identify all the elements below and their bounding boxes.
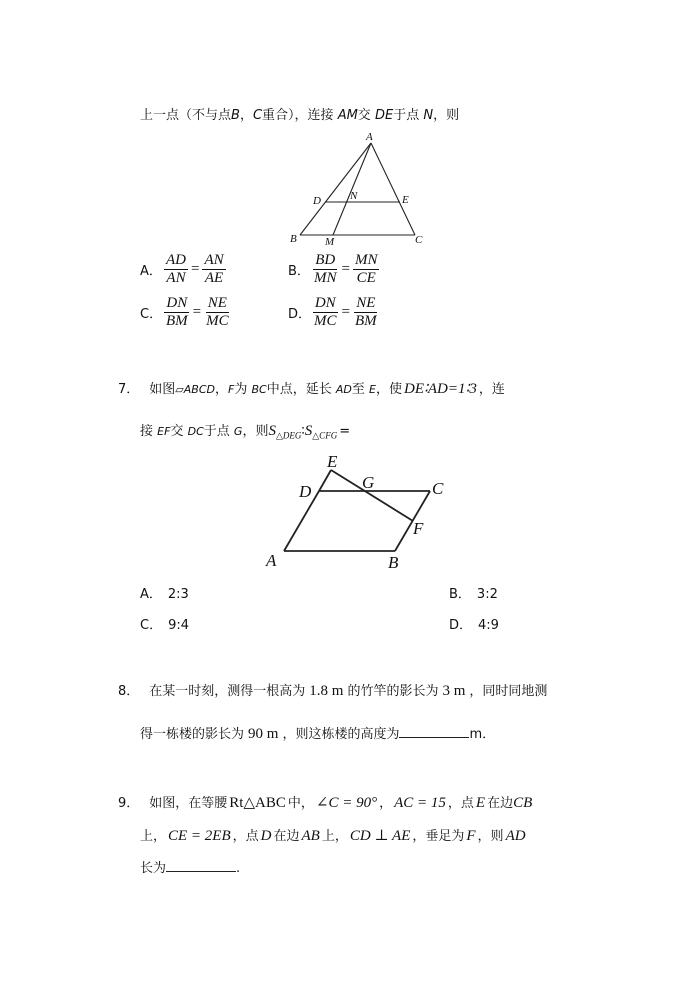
numerator: NE bbox=[356, 295, 376, 311]
q7-stem-line-1 bbox=[118, 378, 505, 398]
perpendicular-expression: CD ⊥ AE bbox=[349, 828, 411, 844]
fraction bbox=[164, 252, 188, 287]
label-n: N bbox=[350, 190, 358, 202]
label-e: E bbox=[327, 452, 338, 471]
q8-text: ，则这栋楼的高度为 bbox=[282, 727, 400, 742]
segment-label: CB bbox=[513, 795, 533, 811]
q9-text: 长为 bbox=[140, 861, 167, 876]
numerator: MN bbox=[354, 252, 378, 268]
segment-de bbox=[319, 470, 331, 491]
length-expression: CE = 2EB bbox=[168, 828, 231, 844]
denominator: AE bbox=[204, 270, 224, 286]
denominator: MN bbox=[314, 270, 337, 286]
measurement: 1.8 m bbox=[309, 683, 344, 699]
side-ab bbox=[300, 143, 371, 235]
fraction bbox=[202, 252, 225, 287]
numerator: DN bbox=[314, 295, 336, 311]
q7-text: ，则 bbox=[242, 424, 269, 439]
point-label: D bbox=[260, 828, 272, 844]
option-label: C． bbox=[140, 618, 163, 633]
q6-option-a[interactable] bbox=[140, 252, 226, 287]
point-label: G bbox=[233, 425, 243, 438]
q9-text: 上， bbox=[140, 829, 167, 844]
q6-stem-line bbox=[140, 104, 459, 123]
segment-label: DE bbox=[374, 108, 394, 123]
option-text: 3:2 bbox=[476, 587, 498, 602]
segment-label: DC bbox=[187, 425, 204, 438]
q9-text: 在边 bbox=[273, 829, 300, 844]
q9-text: 上， bbox=[321, 829, 348, 844]
answer-blank[interactable] bbox=[399, 725, 469, 738]
measurement: 90 m bbox=[248, 726, 279, 742]
measurement: 3 m bbox=[442, 683, 466, 699]
denominator: MC bbox=[206, 313, 229, 329]
segment-am bbox=[333, 143, 371, 235]
q6-text: 于点 bbox=[393, 108, 420, 123]
q7-text: 如图 bbox=[149, 382, 176, 397]
q6-option-c[interactable] bbox=[140, 295, 231, 330]
q7-text: 于点 bbox=[203, 424, 230, 439]
question-number: 7． bbox=[118, 382, 140, 397]
q6-text: 交 bbox=[357, 108, 371, 123]
q6-option-b[interactable] bbox=[288, 252, 379, 287]
point-label: C bbox=[252, 108, 263, 123]
fraction bbox=[353, 295, 379, 330]
label-b: B bbox=[290, 233, 297, 245]
q9-stem-line-2 bbox=[140, 825, 526, 845]
q9-text: ，点 bbox=[447, 796, 474, 811]
fraction bbox=[312, 295, 339, 330]
label-b: B bbox=[388, 553, 399, 572]
point-label: F bbox=[466, 828, 476, 844]
q9-stem-line-3 bbox=[140, 857, 240, 876]
q9-text: ，则 bbox=[477, 829, 504, 844]
label-d: D bbox=[299, 482, 312, 501]
q9-text: 如图，在等腰 bbox=[149, 796, 228, 811]
q9-text: . bbox=[236, 861, 241, 876]
q7-text: 接 bbox=[140, 424, 154, 439]
q7-option-c[interactable] bbox=[140, 614, 189, 633]
question-number: 8． bbox=[118, 684, 140, 699]
equals-sign: = bbox=[339, 424, 351, 439]
unit-text: m． bbox=[469, 727, 496, 742]
label-c: C bbox=[432, 479, 444, 498]
q6-text: 重合），连接 bbox=[262, 108, 334, 123]
option-label: B． bbox=[288, 264, 310, 279]
q6-option-d[interactable] bbox=[288, 295, 379, 330]
segment-label: BC bbox=[251, 383, 267, 396]
q7-option-d[interactable] bbox=[449, 614, 499, 633]
point-label: F bbox=[228, 383, 235, 396]
label-c: C bbox=[415, 234, 423, 246]
q8-stem-line-2 bbox=[140, 723, 495, 743]
point-label: E bbox=[475, 795, 486, 811]
segment-label: EF bbox=[157, 425, 171, 438]
q9-text: 在边 bbox=[487, 796, 514, 811]
q7-parallelogram-figure bbox=[262, 448, 452, 573]
label-d: D bbox=[313, 195, 321, 207]
point-label: E bbox=[369, 383, 376, 396]
option-label: A． bbox=[140, 264, 162, 279]
segment-label: AD bbox=[335, 383, 352, 396]
segment-label: AD bbox=[505, 828, 526, 844]
q9-stem-line-1 bbox=[118, 792, 532, 812]
q9-text: 中， bbox=[287, 796, 314, 811]
denominator: BM bbox=[166, 313, 188, 329]
ratio-expression: DE∶AD=1∶3 bbox=[404, 381, 477, 397]
q7-text: 交 bbox=[170, 424, 184, 439]
area-subscript: △DEG bbox=[275, 430, 302, 441]
q7-text: ，连 bbox=[478, 382, 505, 397]
numerator: DN bbox=[166, 295, 188, 311]
label-a: A bbox=[366, 131, 373, 143]
point-label: N bbox=[423, 108, 434, 123]
q7-text: 至 bbox=[351, 382, 365, 397]
parallelogram-label: ▱ABCD bbox=[175, 383, 215, 396]
q7-text: ， bbox=[214, 382, 228, 397]
equals-sign: = bbox=[191, 261, 200, 277]
q7-option-a[interactable] bbox=[140, 583, 189, 602]
q8-text: 在某一时刻，测得一根高为 bbox=[149, 684, 306, 699]
option-label: C． bbox=[140, 307, 163, 322]
denominator: CE bbox=[356, 270, 376, 286]
q7-text: ，使 bbox=[375, 382, 402, 397]
q9-text: ，点 bbox=[232, 829, 259, 844]
answer-blank[interactable] bbox=[166, 859, 236, 872]
segment-label: AM bbox=[337, 108, 358, 123]
q6-text: 上一点（不与点 bbox=[140, 108, 232, 123]
fraction bbox=[312, 252, 339, 287]
option-label: B． bbox=[449, 587, 471, 602]
q8-text: 得一栋楼的影长为 bbox=[140, 727, 245, 742]
label-a: A bbox=[266, 551, 277, 570]
q8-text: ，同时同地测 bbox=[469, 684, 548, 699]
numerator: AN bbox=[204, 252, 224, 268]
denominator: BM bbox=[354, 313, 377, 329]
option-label: D． bbox=[449, 618, 473, 633]
q7-text: 为 bbox=[234, 382, 248, 397]
q6-triangle-figure bbox=[285, 128, 435, 248]
numerator: BD bbox=[315, 252, 336, 268]
label-f: F bbox=[413, 519, 424, 538]
label-g: G bbox=[362, 473, 375, 492]
option-text: 9:4 bbox=[168, 618, 189, 633]
q9-text: ，垂足为 bbox=[412, 829, 465, 844]
option-text: 4:9 bbox=[478, 618, 499, 633]
q9-text: ， bbox=[379, 796, 393, 811]
denominator: MC bbox=[314, 313, 337, 329]
equals-sign: = bbox=[192, 304, 202, 320]
fraction bbox=[204, 295, 231, 330]
option-label: D． bbox=[288, 307, 312, 322]
label-m: M bbox=[325, 236, 335, 248]
denominator: AN bbox=[166, 270, 186, 286]
point-label: B bbox=[231, 108, 240, 123]
colon: ∶ bbox=[301, 424, 305, 439]
area-subscript: △CFG bbox=[312, 430, 338, 441]
area-symbol: S bbox=[304, 423, 313, 439]
q8-stem-line-1 bbox=[118, 680, 547, 700]
fraction bbox=[353, 252, 380, 287]
length-expression: AC = 15 bbox=[394, 795, 446, 811]
angle-expression: ∠C = 90° bbox=[315, 795, 378, 811]
option-text: 2:3 bbox=[167, 587, 189, 602]
label-e: E bbox=[402, 194, 409, 206]
numerator: NE bbox=[207, 295, 227, 311]
question-number: 9． bbox=[118, 796, 140, 811]
numerator: AD bbox=[166, 252, 186, 268]
q7-stem-line-2 bbox=[140, 420, 350, 442]
equals-sign: = bbox=[341, 261, 350, 277]
q7-option-b[interactable] bbox=[449, 583, 498, 602]
q6-text: ， bbox=[239, 108, 253, 123]
q6-text: ，则 bbox=[433, 108, 460, 123]
side-ac bbox=[371, 143, 415, 235]
option-label: A． bbox=[140, 587, 162, 602]
equals-sign: = bbox=[341, 304, 350, 320]
q8-text: 的竹竿的影长为 bbox=[347, 684, 439, 699]
area-symbol: S bbox=[268, 423, 276, 439]
triangle-label: Rt△ABC bbox=[229, 795, 286, 811]
fraction bbox=[164, 295, 190, 330]
q7-text: 中点，延长 bbox=[266, 382, 332, 397]
segment-label: AB bbox=[301, 828, 320, 844]
